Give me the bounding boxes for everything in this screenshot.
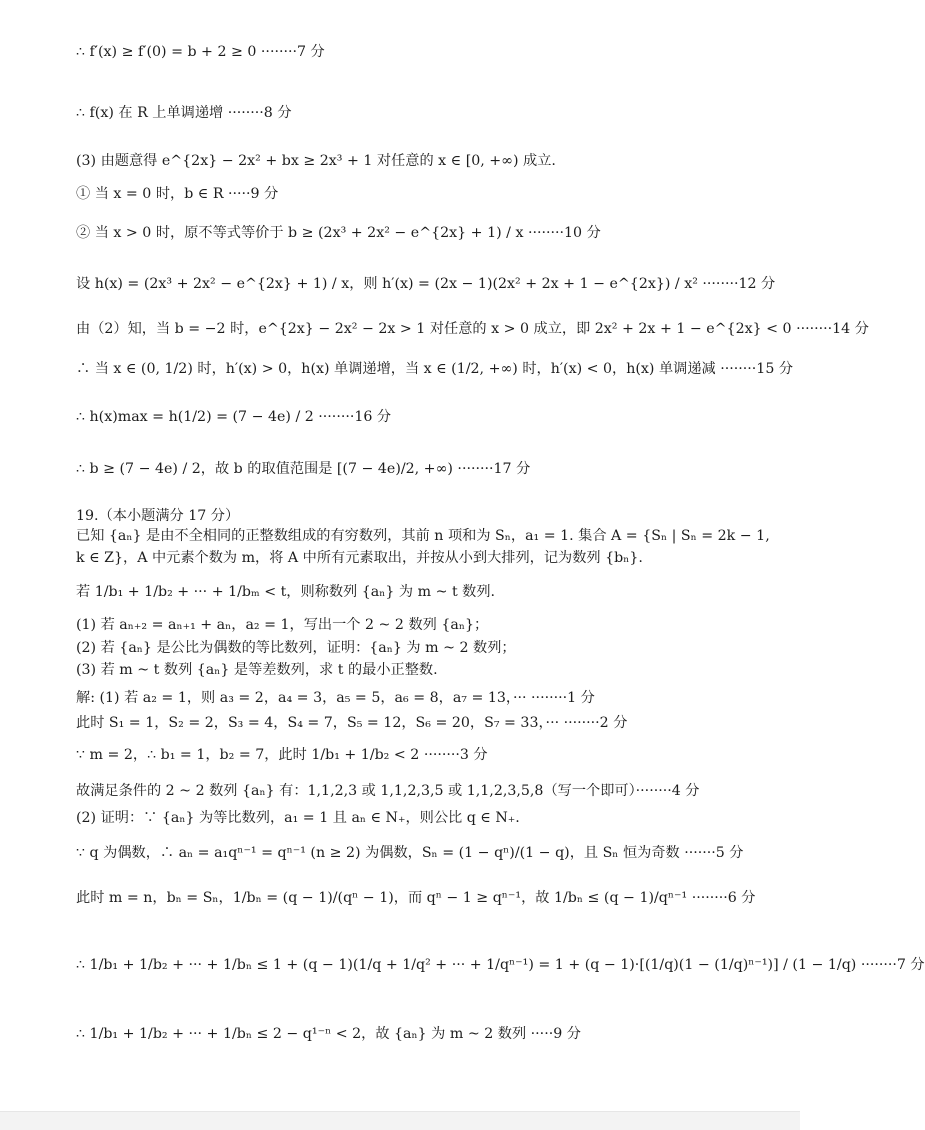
line-5: ② 当 x > 0 时，原不等式等价于 b ≥ (2x³ + 2x² − e^{2x} + 1) / x ········10 分: [76, 225, 601, 241]
line-6: 设 h(x) = (2x³ + 2x² − e^{2x} + 1) / x，则 h′(x) = (2x − 1)(2x² + 2x + 1 − e^{2x}) / x² ········12 分: [76, 276, 776, 292]
line-1: ∴ f′(x) ≥ f′(0) = b + 2 ≥ 0 ········7 分: [76, 44, 325, 60]
line-2: ∴ f(x) 在 R 上单调递增 ········8 分: [76, 105, 292, 121]
line-20: ∵ m = 2，∴ b₁ = 1，b₂ = 7，此时 1/b₁ + 1/b₂ < 2 ········3 分: [76, 747, 488, 763]
line-26: ∴ 1/b₁ + 1/b₂ + ··· + 1/bₙ ≤ 2 − q¹⁻ⁿ < 2，故 {aₙ} 为 m ~ 2 数列 ·····9 分: [76, 1026, 581, 1042]
line-13: k ∈ Z}，A 中元素个数为 m，将 A 中所有元素取出，并按从小到大排列，记为数列 {bₙ}.: [76, 550, 643, 566]
line-10: ∴ b ≥ (7 − 4e) / 2，故 b 的取值范围是 [(7 − 4e)/2, +∞) ········17 分: [76, 461, 531, 477]
line-23: ∵ q 为偶数，∴ aₙ = a₁qⁿ⁻¹ = qⁿ⁻¹ (n ≥ 2) 为偶数，Sₙ = (1 − qⁿ)/(1 − q)，且 Sₙ 恒为奇数 ·······5 分: [76, 845, 744, 861]
line-17: (3) 若 m ~ t 数列 {aₙ} 是等差数列，求 t 的最小正整数.: [76, 662, 438, 678]
line-25: ∴ 1/b₁ + 1/b₂ + ··· + 1/bₙ ≤ 1 + (q − 1)(1/q + 1/q² + ··· + 1/qⁿ⁻¹) = 1 + (q − 1)·[(1/q)(1 − (1/q)ⁿ⁻¹)] / (1 − 1/q) ········7 分: [76, 957, 925, 973]
question-heading: 19.（本小题满分 17 分）: [76, 508, 240, 524]
line-21: 故满足条件的 2 ~ 2 数列 {aₙ} 有：1,1,2,3 或 1,1,2,3,5 或 1,1,2,3,5,8（写一个即可）········4 分: [76, 783, 700, 799]
line-18: 解: (1) 若 a₂ = 1，则 a₃ = 2，a₄ = 3，a₅ = 5，a₆ = 8，a₇ = 13，··· ········1 分: [76, 690, 595, 706]
line-4: ① 当 x = 0 时，b ∈ R ·····9 分: [76, 186, 279, 202]
line-7: 由（2）知，当 b = −2 时，e^{2x} − 2x² − 2x > 1 对任意的 x > 0 成立，即 2x² + 2x + 1 − e^{2x} < 0 ········14 分: [76, 321, 869, 337]
line-12: 已知 {aₙ} 是由不全相同的正整数组成的有穷数列，其前 n 项和为 Sₙ，a₁ = 1. 集合 A = {Sₙ | Sₙ = 2k − 1,: [76, 528, 770, 544]
line-19: 此时 S₁ = 1，S₂ = 2，S₃ = 4，S₄ = 7，S₅ = 12，S₆ = 20，S₇ = 33，··· ········2 分: [76, 715, 628, 731]
line-14: 若 1/b₁ + 1/b₂ + ··· + 1/bₘ < t，则称数列 {aₙ} 为 m ~ t 数列.: [76, 584, 496, 600]
line-3: (3) 由题意得 e^{2x} − 2x² + bx ≥ 2x³ + 1 对任意的 x ∈ [0, +∞) 成立.: [76, 153, 556, 169]
line-9: ∴ h(x)max = h(1/2) = (7 − 4e) / 2 ········16 分: [76, 409, 392, 425]
line-22: (2) 证明：∵ {aₙ} 为等比数列，a₁ = 1 且 aₙ ∈ N₊，则公比 q ∈ N₊.: [76, 810, 520, 826]
line-8: ∴ 当 x ∈ (0, 1/2) 时，h′(x) > 0，h(x) 单调递增，当 x ∈ (1/2, +∞) 时，h′(x) < 0，h(x) 单调递减 ········15 分: [76, 361, 794, 377]
line-16: (2) 若 {aₙ} 是公比为偶数的等比数列，证明：{aₙ} 为 m ~ 2 数列；: [76, 640, 516, 656]
bottom-edge: [0, 1111, 800, 1130]
line-15: (1) 若 aₙ₊₂ = aₙ₊₁ + aₙ，a₂ = 1，写出一个 2 ~ 2 数列 {aₙ}；: [76, 617, 489, 633]
line-24: 此时 m = n，bₙ = Sₙ，1/bₙ = (q − 1)/(qⁿ − 1)，而 qⁿ − 1 ≥ qⁿ⁻¹，故 1/bₙ ≤ (q − 1)/qⁿ⁻¹ ········6 分: [76, 890, 756, 906]
